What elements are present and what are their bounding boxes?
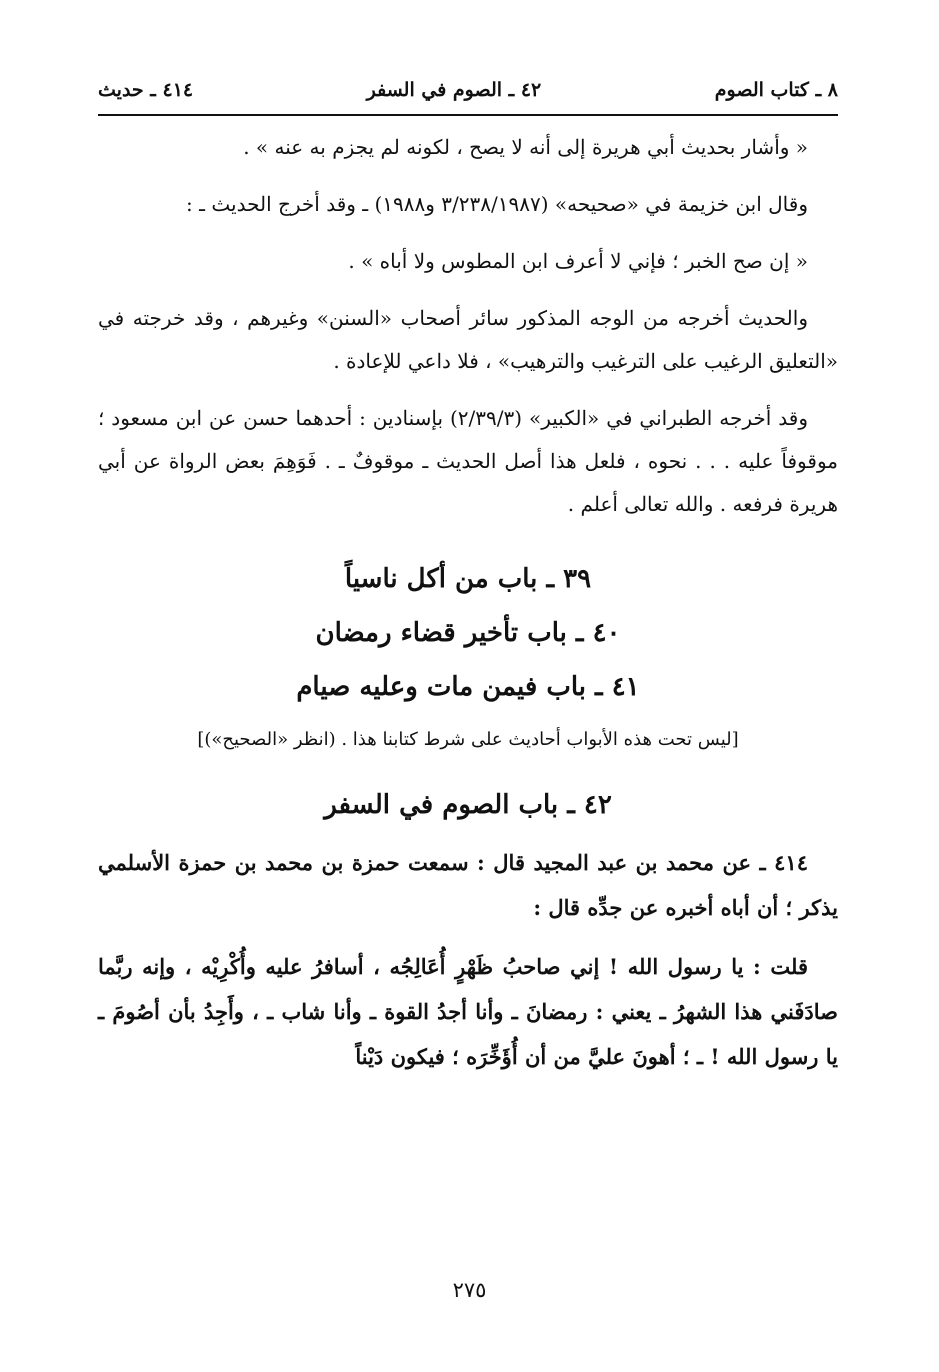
paragraph: والحديث أخرجه من الوجه المذكور سائر أصحاب «السنن» وغيرهم ، وقد خرجته في «التعليق الرغيب على الترغيب والترهيب» ، فلا داعي للإعادة . bbox=[98, 306, 838, 373]
paragraph: « إن صح الخبر ؛ فإني لا أعرف ابن المطوس ولا أباه » . bbox=[348, 249, 808, 273]
header-chapter-title: ٤٢ ـ الصوم في السفر bbox=[366, 79, 542, 101]
chapter-heading-current: ٤٢ ـ باب الصوم في السفر bbox=[324, 790, 612, 820]
editor-note: [ليس تحت هذه الأبواب أحاديث على شرط كتابنا هذا . (انظر «الصحيح»)] bbox=[197, 729, 739, 750]
chapter-headings bbox=[98, 552, 838, 714]
header-hadith-number: ٤١٤ ـ حديث bbox=[98, 79, 194, 101]
page-body bbox=[98, 126, 838, 1079]
paragraph: « وأشار بحديث أبي هريرة إلى أنه لا يصح ، لكونه لم يجزم به عنه » . bbox=[243, 135, 808, 159]
running-header bbox=[98, 74, 838, 106]
header-book-title: ٨ ـ كتاب الصوم bbox=[714, 79, 838, 101]
chapter-heading: ٤١ ـ باب فيمن مات وعليه صيام bbox=[296, 672, 640, 702]
paragraph: وقد أخرجه الطبراني في «الكبير» (٢/٣٩/٣) بإسنادين : أحدهما حسن عن ابن مسعود ؛ موقوفاً عليه . . . نحوه ، فلعل هذا أصل الحديث ـ موقوفٌ ـ . فَوَهِمَ بعض الرواة عن أبي هريرة فرفعه . والله تعالى أعلم . bbox=[98, 406, 838, 516]
paragraph: وقال ابن خزيمة في «صحيحه» (٣/٢٣٨/١٩٨٧ و١٩٨٨) ـ وقد أخرج الحديث ـ : bbox=[186, 192, 808, 216]
chapter-heading: ٤٠ ـ باب تأخير قضاء رمضان bbox=[315, 618, 621, 648]
header-rule bbox=[98, 114, 838, 116]
hadith-chain: ٤١٤ ـ عن محمد بن عبد المجيد قال : سمعت حمزة بن محمد بن حمزة الأسلمي يذكر ؛ أن أباه أخبره عن جدِّه قال : bbox=[98, 850, 838, 920]
page-number: ٢٧٥ bbox=[452, 1278, 487, 1302]
hadith-text: قلت : يا رسول الله ! إني صاحبُ ظَهْرٍ أُعَالِجُه ، أسافرُ عليه وأُكْرِيْه ، وإنه ربَّما صادَفَني هذا الشهرُ ـ يعني : رمضانَ ـ وأنا أجدُ القوة ـ وأنا شاب ـ ، وأَجِدُ بأن أصُومَ ـ يا رسول الله ! ـ ؛ أهونَ عليَّ من أن أُؤَخِّرَه ؛ فيكون دَيْناً bbox=[98, 954, 838, 1069]
chapter-heading: ٣٩ ـ باب من أكل ناسياً bbox=[344, 564, 592, 594]
